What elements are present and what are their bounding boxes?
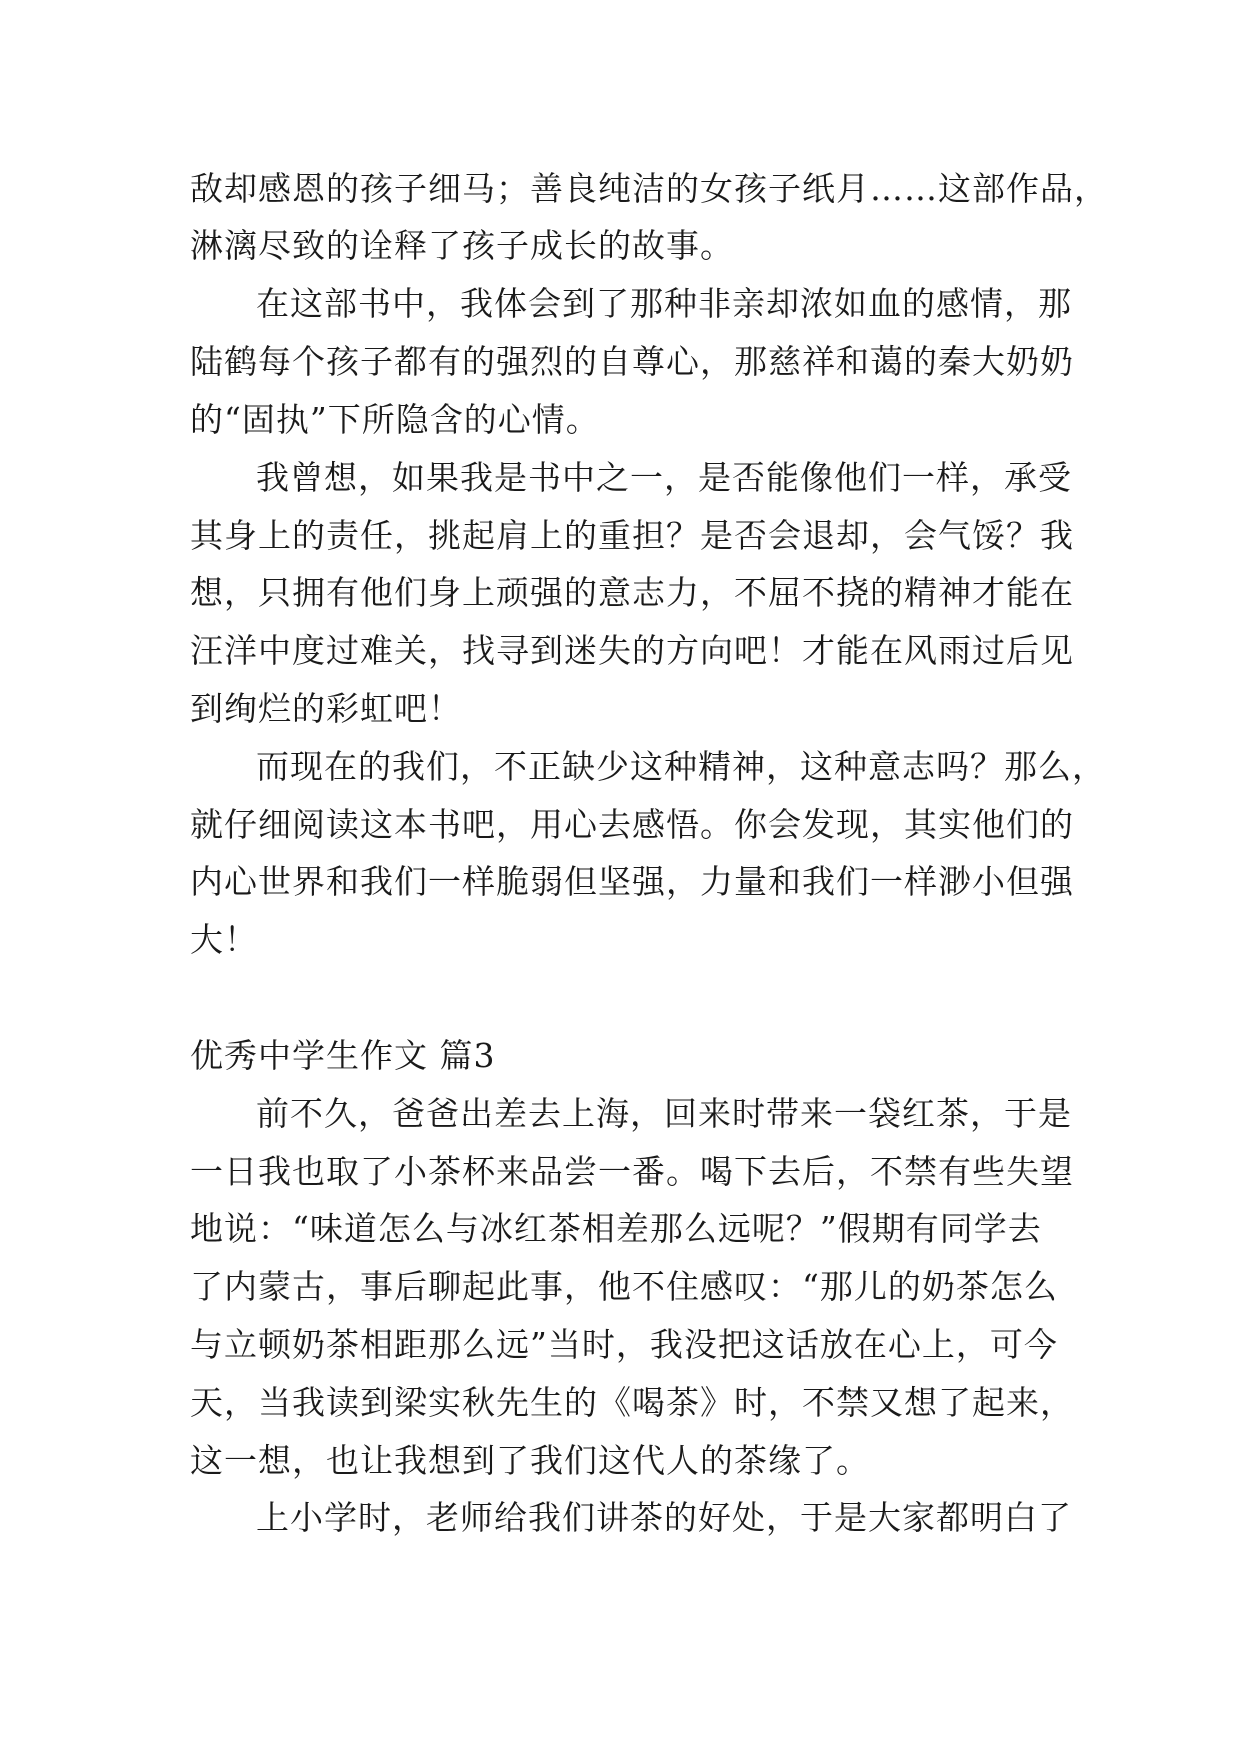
text-line: 想，只拥有他们身上顽强的意志力，不屈不挠的精神才能在 xyxy=(190,573,1074,612)
paragraph-first-line: 前不久，爸爸出差去上海，回来时带来一袋红茶，于是 xyxy=(256,1094,1072,1133)
text-line: 内心世界和我们一样脆弱但坚强，力量和我们一样渺小但强 xyxy=(190,862,1074,901)
text-line: 汪洋中度过难关，找寻到迷失的方向吧！才能在风雨过后见 xyxy=(190,631,1074,670)
text-line: 了内蒙古，事后聊起此事，他不住感叹：“那儿的奶茶怎么 xyxy=(190,1267,1058,1306)
text-line: 到绚烂的彩虹吧！ xyxy=(190,689,462,728)
text-line: 的“固执”下所隐含的心情。 xyxy=(190,400,600,439)
section-heading: 优秀中学生作文 篇3 xyxy=(190,1036,496,1075)
text-line: 其身上的责任，挑起肩上的重担？是否会退却，会气馁？我 xyxy=(190,516,1074,555)
text-line: 与立顿奶茶相距那么远”当时，我没把这话放在心上，可今 xyxy=(190,1325,1058,1364)
text-line: 就仔细阅读这本书吧，用心去感悟。你会发现，其实他们的 xyxy=(190,805,1074,844)
paragraph-first-line: 而现在的我们，不正缺少这种精神，这种意志吗？那么， xyxy=(256,747,1106,786)
text-line: 天，当我读到梁实秋先生的《喝茶》时，不禁又想了起来， xyxy=(190,1383,1074,1422)
text-line: 大！ xyxy=(190,920,258,959)
text-line: 这一想，也让我想到了我们这代人的茶缘了。 xyxy=(190,1441,870,1480)
text-line: 敌却感恩的孩子细马；善良纯洁的女孩子纸月……这部作品， xyxy=(190,169,1108,208)
paragraph-first-line: 在这部书中，我体会到了那种非亲却浓如血的感情，那 xyxy=(256,284,1072,323)
paragraph-first-line: 上小学时，老师给我们讲茶的好处，于是大家都明白了 xyxy=(256,1498,1072,1537)
text-line: 淋漓尽致的诠释了孩子成长的故事。 xyxy=(190,226,734,265)
text-line: 一日我也取了小茶杯来品尝一番。喝下去后，不禁有些失望 xyxy=(190,1152,1074,1191)
paragraph-first-line: 我曾想，如果我是书中之一，是否能像他们一样，承受 xyxy=(256,458,1072,497)
text-line: 陆鹤每个孩子都有的强烈的自尊心，那慈祥和蔼的秦大奶奶 xyxy=(190,342,1074,381)
text-line: 地说：“味道怎么与冰红茶相差那么远呢？”假期有同学去 xyxy=(190,1209,1042,1248)
